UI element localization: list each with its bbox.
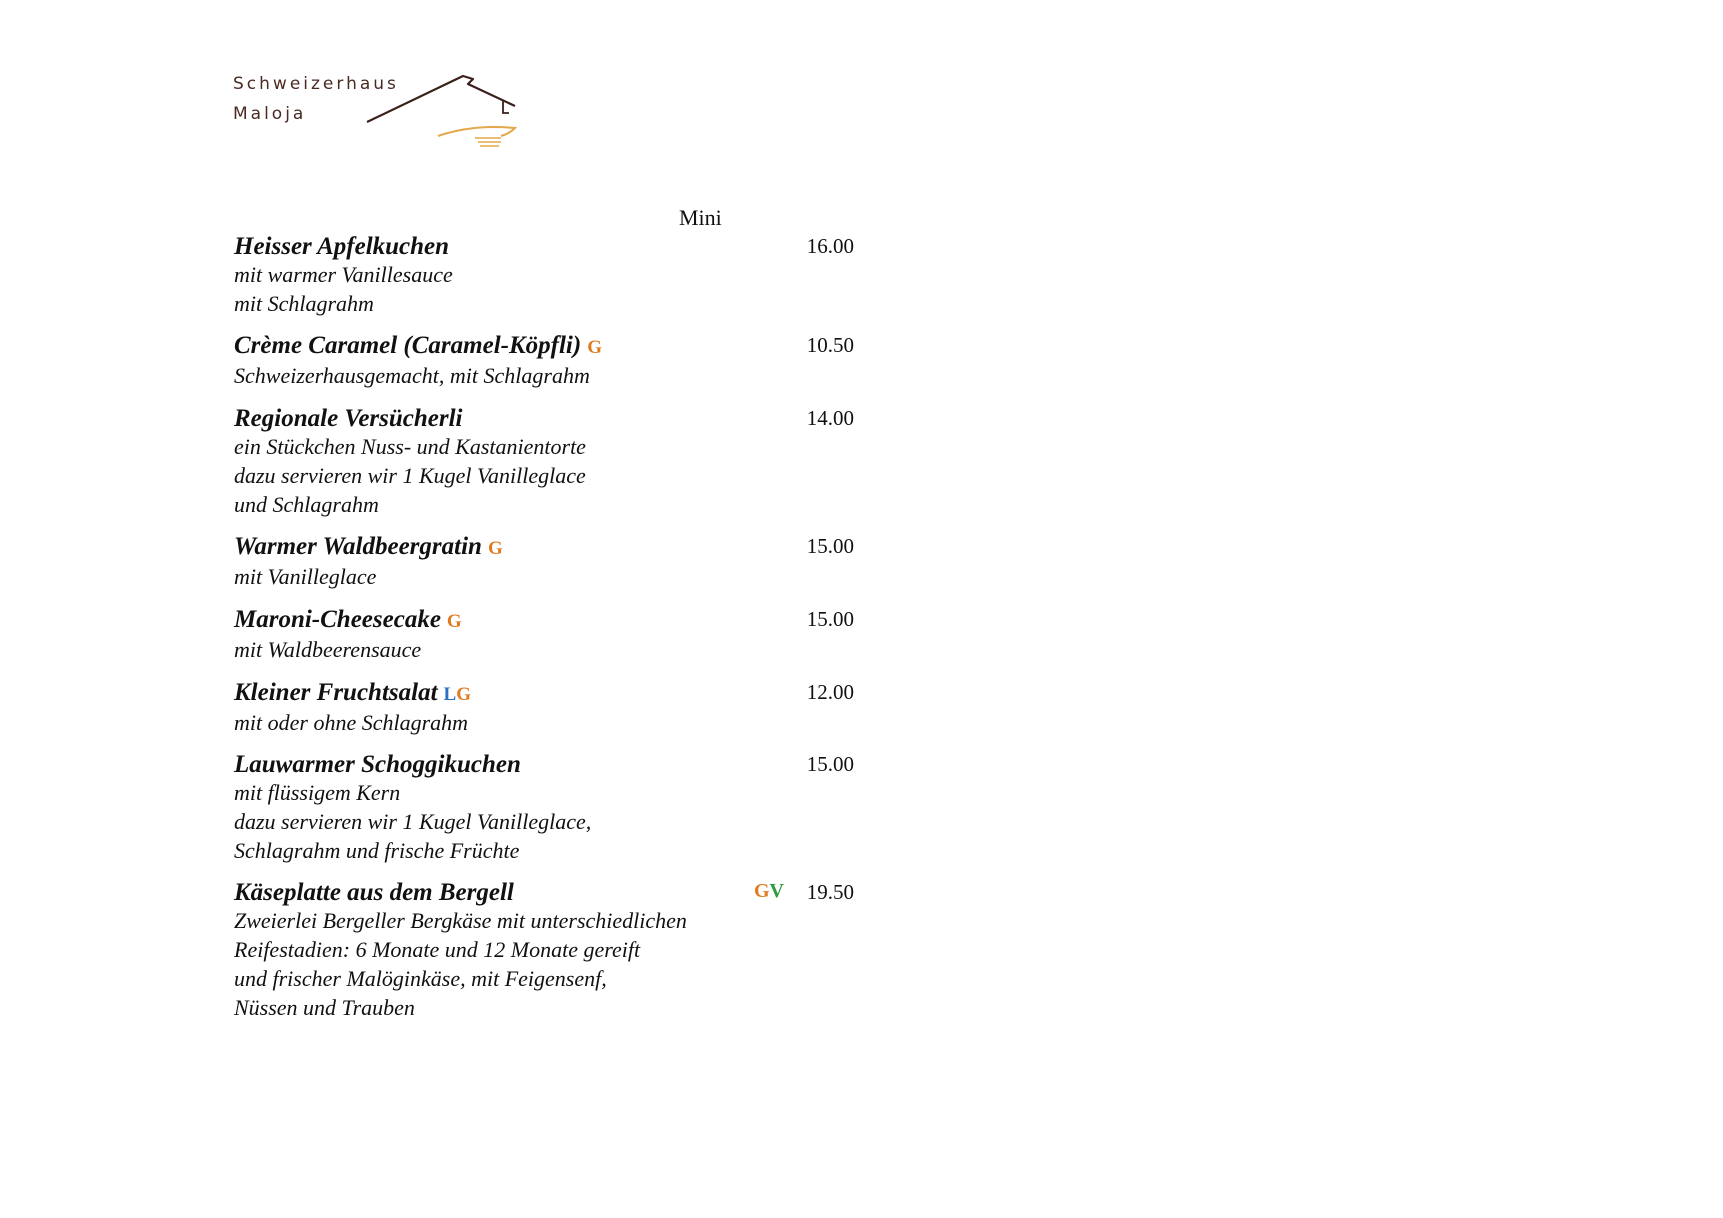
menu-item-description: mit Schlagrahm (234, 290, 374, 316)
menu-item-description: und Schlagrahm (234, 491, 379, 517)
menu-item-name: Maroni-Cheesecake (234, 605, 441, 633)
menu-item (234, 678, 854, 738)
menu-item-name: Heisser Apfelkuchen (234, 233, 450, 260)
menu-item-name: Regionale Versücherli (234, 405, 463, 433)
menu-item-description: Reifestadien: 6 Monate und 12 Monate gereift (234, 937, 641, 963)
menu-item-description: ein Stückchen Nuss- und Kastanientorte (234, 434, 586, 460)
menu-item-title (234, 605, 854, 636)
menu-item-description: mit Waldbeerensauce (234, 636, 422, 662)
menu-item (234, 605, 854, 665)
menu-item (234, 532, 854, 592)
badge-letter-g: G (456, 683, 471, 705)
menu-item-description: Schlagrahm und frische Früchte (234, 837, 520, 863)
dessert-menu (234, 232, 854, 1035)
menu-item-description: mit warmer Vanillesauce (234, 262, 453, 287)
badge-letter-g: G (587, 337, 602, 359)
diet-badge (447, 611, 462, 632)
badge-letter-g: G (753, 880, 770, 903)
menu-item-price: 15.00 (806, 606, 854, 631)
menu-item-price: 19.50 (806, 880, 854, 905)
menu-item-title (234, 404, 854, 433)
menu-item-description: mit Vanilleglace (234, 564, 377, 590)
diet-badge-right (754, 880, 784, 903)
menu-item-title (234, 678, 854, 709)
badge-letter-v: V (769, 880, 784, 903)
restaurant-logo (233, 70, 553, 160)
menu-item (234, 878, 854, 1022)
diet-badge (444, 684, 471, 705)
menu-item (234, 331, 854, 391)
menu-item-price: 16.00 (806, 234, 854, 258)
menu-item-price: 12.00 (806, 679, 854, 704)
menu-item (234, 232, 854, 318)
logo-line-2: Maloja (233, 104, 307, 124)
menu-item-price: 15.00 (806, 752, 854, 777)
badge-letter-g: G (446, 610, 462, 632)
diet-badge (488, 538, 503, 559)
menu-item-name: Warmer Waldbeergratin (234, 533, 482, 561)
menu-item-price: 10.50 (806, 333, 854, 358)
menu-item-name: Lauwarmer Schoggikuchen (234, 751, 521, 779)
menu-item-title (234, 532, 854, 563)
menu-item-description: dazu servieren wir 1 Kugel Vanilleglace, (234, 809, 592, 835)
logo-line-1: Schweizerhaus (233, 74, 399, 94)
menu-item-title (234, 750, 854, 779)
menu-item-description: dazu servieren wir 1 Kugel Vanilleglace (234, 462, 586, 488)
badge-letter-g: G (487, 538, 503, 560)
menu-item-description: Nüssen und Trauben (234, 994, 415, 1020)
badge-letter-l: L (443, 683, 457, 705)
menu-item-price: 14.00 (806, 406, 854, 431)
menu-item-name: Käseplatte aus dem Bergell (234, 879, 514, 907)
menu-item-description: mit flüssigem Kern (234, 780, 401, 806)
menu-item-description: mit oder ohne Schlagrahm (234, 709, 469, 735)
menu-item-description: Schweizerhausgemacht, mit Schlagrahm (234, 363, 590, 389)
menu-item-title (234, 331, 854, 362)
mini-column-header: Mini (679, 205, 722, 230)
menu-item-price: 15.00 (806, 534, 854, 559)
menu-item-name: Crème Caramel (Caramel-Köpfli) (234, 332, 582, 360)
menu-item (234, 404, 854, 519)
house-roof-icon (363, 70, 553, 160)
menu-item-description: und frischer Malöginkäse, mit Feigensenf, (234, 965, 607, 991)
menu-item (234, 750, 854, 865)
menu-item-name: Kleiner Fruchtsalat (234, 678, 438, 706)
menu-item-description: Zweierlei Bergeller Bergkäse mit unterschiedlichen (234, 908, 687, 934)
menu-item-title (234, 232, 854, 261)
diet-badge (587, 337, 602, 358)
